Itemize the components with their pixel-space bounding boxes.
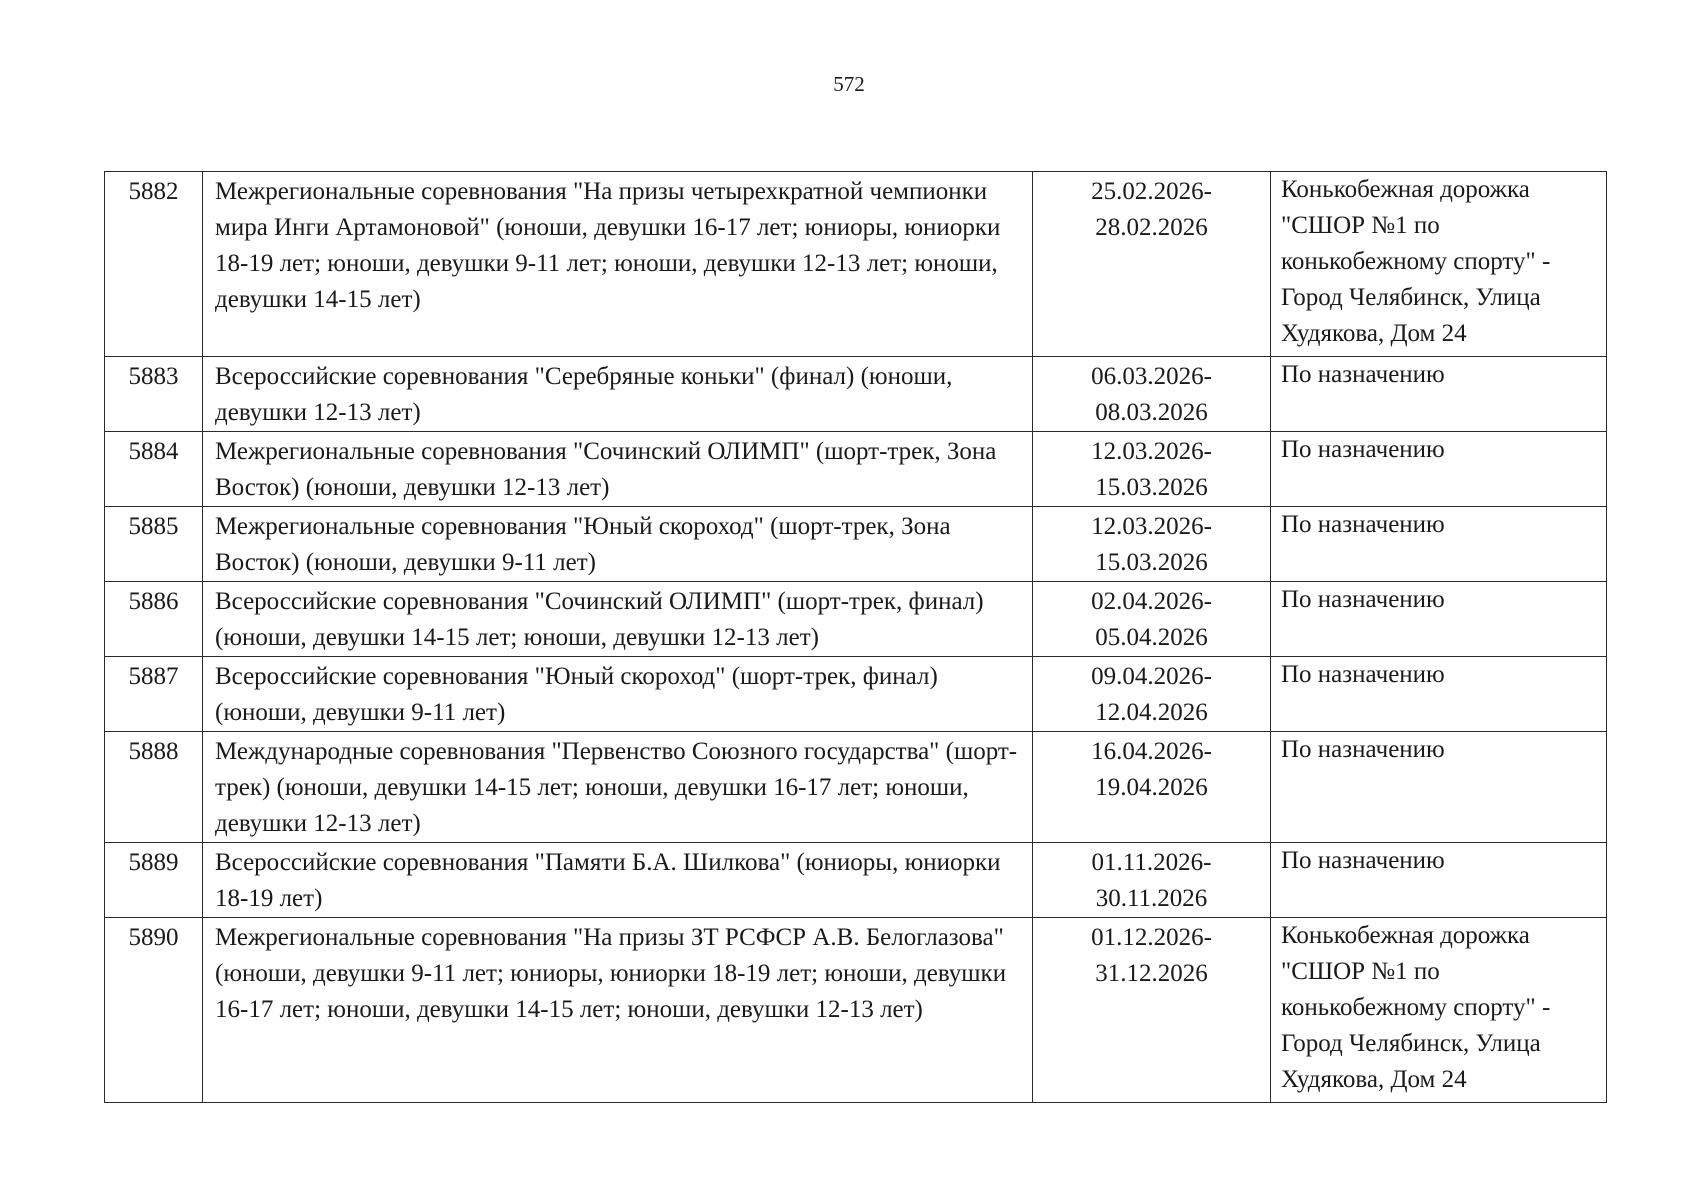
- row-number: 5885: [105, 507, 203, 582]
- date-end: 19.04.2026: [1095, 774, 1208, 801]
- table-row: [105, 657, 1607, 732]
- event-dates: [1033, 357, 1271, 432]
- row-number: 5889: [105, 843, 203, 918]
- event-name: Всероссийские соревнования "Сочинский ОЛИМП" (шорт-трек, финал) (юноши, девушки 14-15 лет; юноши, девушки 12-13 лет): [203, 582, 1033, 657]
- date-start: 01.12.2026-: [1091, 924, 1212, 951]
- date-end: 08.03.2026: [1095, 399, 1208, 426]
- date-end: 05.04.2026: [1095, 624, 1208, 651]
- table-row: [105, 582, 1607, 657]
- event-place: По назначению: [1271, 507, 1607, 582]
- date-start: 12.03.2026-: [1091, 513, 1212, 540]
- event-dates: [1033, 507, 1271, 582]
- event-place: Конькобежная дорожка "СШОР №1 по конькобежному спорту" - Город Челябинск, Улица Худякова, Дом 24: [1271, 172, 1607, 357]
- row-number: 5888: [105, 732, 203, 843]
- event-dates: [1033, 657, 1271, 732]
- date-start: 06.03.2026-: [1091, 363, 1212, 390]
- date-start: 02.04.2026-: [1091, 588, 1212, 615]
- date-end: 12.04.2026: [1095, 699, 1208, 726]
- event-place: По назначению: [1271, 357, 1607, 432]
- event-place: По назначению: [1271, 582, 1607, 657]
- table-row: [105, 357, 1607, 432]
- table-row: [105, 918, 1607, 1103]
- event-dates: [1033, 918, 1271, 1103]
- row-number: 5882: [105, 172, 203, 357]
- row-number: 5883: [105, 357, 203, 432]
- event-name: Международные соревнования "Первенство Союзного государства" (шорт-трек) (юноши, девушки 14-15 лет; юноши, девушки 16-17 лет; юноши, девушки 12-13 лет): [203, 732, 1033, 843]
- row-number: 5884: [105, 432, 203, 507]
- event-name: Межрегиональные соревнования "Юный скороход" (шорт-трек, Зона Восток) (юноши, девушки 9-11 лет): [203, 507, 1033, 582]
- event-dates: [1033, 732, 1271, 843]
- date-start: 16.04.2026-: [1091, 738, 1212, 765]
- event-name: Межрегиональные соревнования "На призы ЗТ РСФСР А.В. Белоглазова" (юноши, девушки 9-11 лет; юниоры, юниорки 18-19 лет; юноши, девушки 16-17 лет; юноши, девушки 14-15 лет; юноши, девушки 12-13 лет): [203, 918, 1033, 1103]
- date-end: 28.02.2026: [1095, 214, 1208, 241]
- event-place: По назначению: [1271, 657, 1607, 732]
- table-row: [105, 432, 1607, 507]
- event-name: Межрегиональные соревнования "На призы четырехкратной чемпионки мира Инги Артамоновой" (юноши, девушки 16-17 лет; юниоры, юниорки 18-19 лет; юноши, девушки 9-11 лет; юноши, девушки 12-13 лет; юноши, девушки 14-15 лет): [203, 172, 1033, 357]
- table-row: [105, 843, 1607, 918]
- event-dates: [1033, 172, 1271, 357]
- date-end: 15.03.2026: [1095, 474, 1208, 501]
- event-name: Всероссийские соревнования "Юный скороход" (шорт-трек, финал) (юноши, девушки 9-11 лет): [203, 657, 1033, 732]
- event-dates: [1033, 843, 1271, 918]
- event-name: Межрегиональные соревнования "Сочинский ОЛИМП" (шорт-трек, Зона Восток) (юноши, девушки 12-13 лет): [203, 432, 1033, 507]
- date-end: 30.11.2026: [1095, 885, 1208, 912]
- date-start: 12.03.2026-: [1091, 438, 1212, 465]
- events-table: [104, 171, 1607, 1103]
- event-name: Всероссийские соревнования "Серебряные коньки" (финал) (юноши, девушки 12-13 лет): [203, 357, 1033, 432]
- table-row: [105, 172, 1607, 357]
- event-dates: [1033, 582, 1271, 657]
- event-place: По назначению: [1271, 843, 1607, 918]
- event-place: По назначению: [1271, 732, 1607, 843]
- date-start: 09.04.2026-: [1091, 663, 1212, 690]
- date-end: 15.03.2026: [1095, 549, 1208, 576]
- date-start: 25.02.2026-: [1091, 178, 1212, 205]
- event-place: Конькобежная дорожка "СШОР №1 по конькобежному спорту" - Город Челябинск, Улица Худякова, Дом 24: [1271, 918, 1607, 1103]
- row-number: 5887: [105, 657, 203, 732]
- row-number: 5886: [105, 582, 203, 657]
- date-end: 31.12.2026: [1095, 960, 1208, 987]
- event-dates: [1033, 432, 1271, 507]
- page-number: 572: [833, 72, 865, 96]
- table-row: [105, 507, 1607, 582]
- row-number: 5890: [105, 918, 203, 1103]
- date-start: 01.11.2026-: [1091, 849, 1212, 876]
- event-place: По назначению: [1271, 432, 1607, 507]
- event-name: Всероссийские соревнования "Памяти Б.А. Шилкова" (юниоры, юниорки 18-19 лет): [203, 843, 1033, 918]
- table-row: [105, 732, 1607, 843]
